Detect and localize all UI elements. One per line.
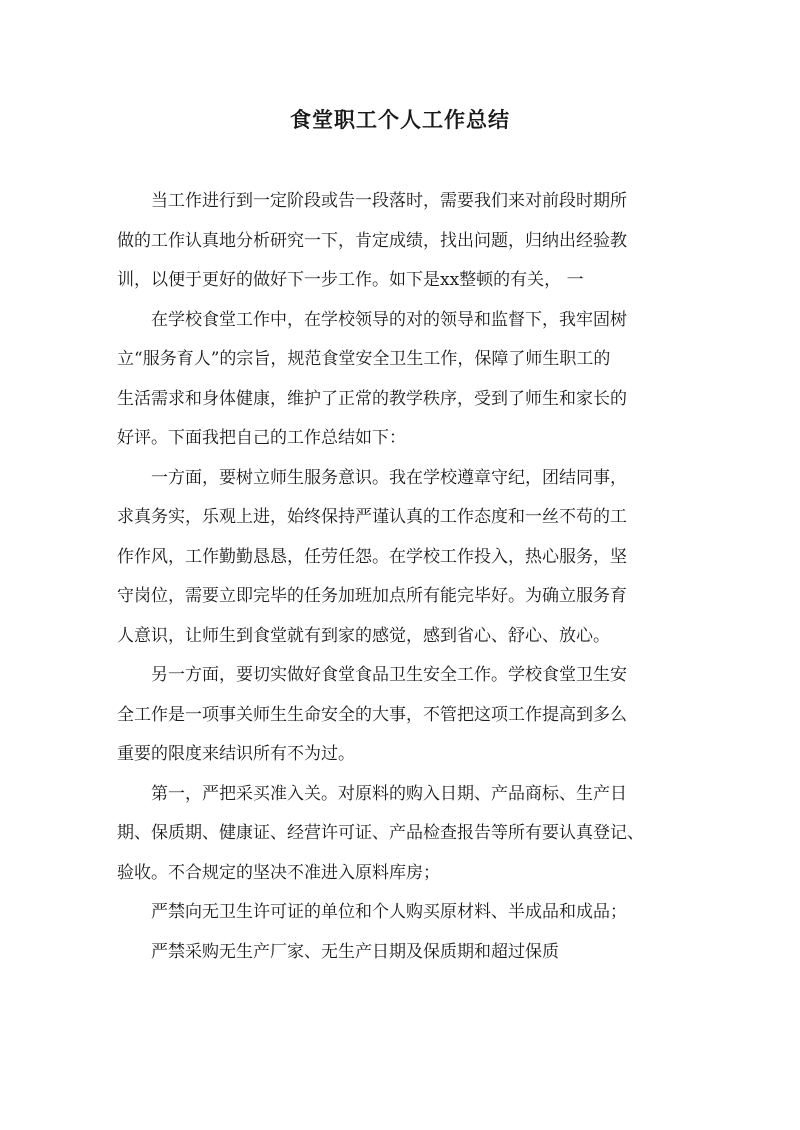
paragraph-3 <box>117 459 685 657</box>
paragraph-line: 做的工作认真地分析研究一下，肯定成绩，找出问题，归纳出经验教 <box>117 230 627 251</box>
paragraph-line: 一方面，要树立师生服务意识。我在学校遵章守纪，团结同事， <box>151 467 627 488</box>
paragraph-5 <box>117 775 685 894</box>
paragraph-line: 验收。不合规定的坚决不准进入原料库房； <box>117 862 440 883</box>
paragraph-line: 第一，严把采买准入关。对原料的购入日期、产品商标、生产日 <box>151 783 627 804</box>
paragraph-2 <box>117 301 685 459</box>
paragraph-line: 作作风，工作勤勤恳恳，任劳任怨。在学校工作投入，热心服务，坚 <box>117 546 627 567</box>
paragraph-line: 训，以便于更好的做好下一步工作。如下是xx整顿的有关， 一 <box>117 270 584 290</box>
paragraph-line: 期、保质期、健康证、经营许可证、产品检查报告等所有要认真登记、 <box>117 823 644 843</box>
document-body <box>117 182 685 972</box>
paragraph-line: 求真务实，乐观上进，始终保持严谨认真的工作态度和一丝不苟的工 <box>117 507 627 527</box>
paragraph-line: 另一方面，要切实做好食堂食品卫生安全工作。学校食堂卫生安 <box>151 665 627 685</box>
paragraph-line: 严禁向无卫生许可证的单位和个人购买原材料、半成品和成品； <box>151 902 627 922</box>
paragraph-line: 在学校食堂工作中，在学校领导的对的领导和监督下，我牢固树 <box>151 309 627 330</box>
paragraph-line: 守岗位，需要立即完毕的任务加班加点所有能完毕好。为确立服务育 <box>117 586 627 606</box>
paragraph-line: 立“服务育人”的宗旨，规范食堂安全卫生工作，保障了师生职工的 <box>117 349 611 369</box>
paragraph-line: 生活需求和身体健康，维护了正常的教学秩序，受到了师生和家长的 <box>117 388 627 409</box>
paragraph-line: 全工作是一项事关师生生命安全的大事，不管把这项工作提高到多么 <box>117 704 627 725</box>
paragraph-line: 当工作进行到一定阶段或告一段落时，需要我们来对前段时期所 <box>151 191 627 211</box>
document-title: 食堂职工个人工作总结 <box>290 107 510 132</box>
paragraph-line: 好评。下面我把自己的工作总结如下： <box>117 428 406 448</box>
paragraph-6 <box>117 893 685 933</box>
paragraph-line: 人意识，让师生到食堂就有到家的感觉，感到省心、舒心、放心。 <box>117 625 610 646</box>
paragraph-4 <box>117 656 685 775</box>
paragraph-line: 重要的限度来结识所有不为过。 <box>117 744 355 764</box>
paragraph-1 <box>117 182 685 301</box>
paragraph-7 <box>117 933 685 973</box>
paragraph-line: 严禁采购无生产厂家、无生产日期及保质期和超过保质 <box>151 941 559 962</box>
